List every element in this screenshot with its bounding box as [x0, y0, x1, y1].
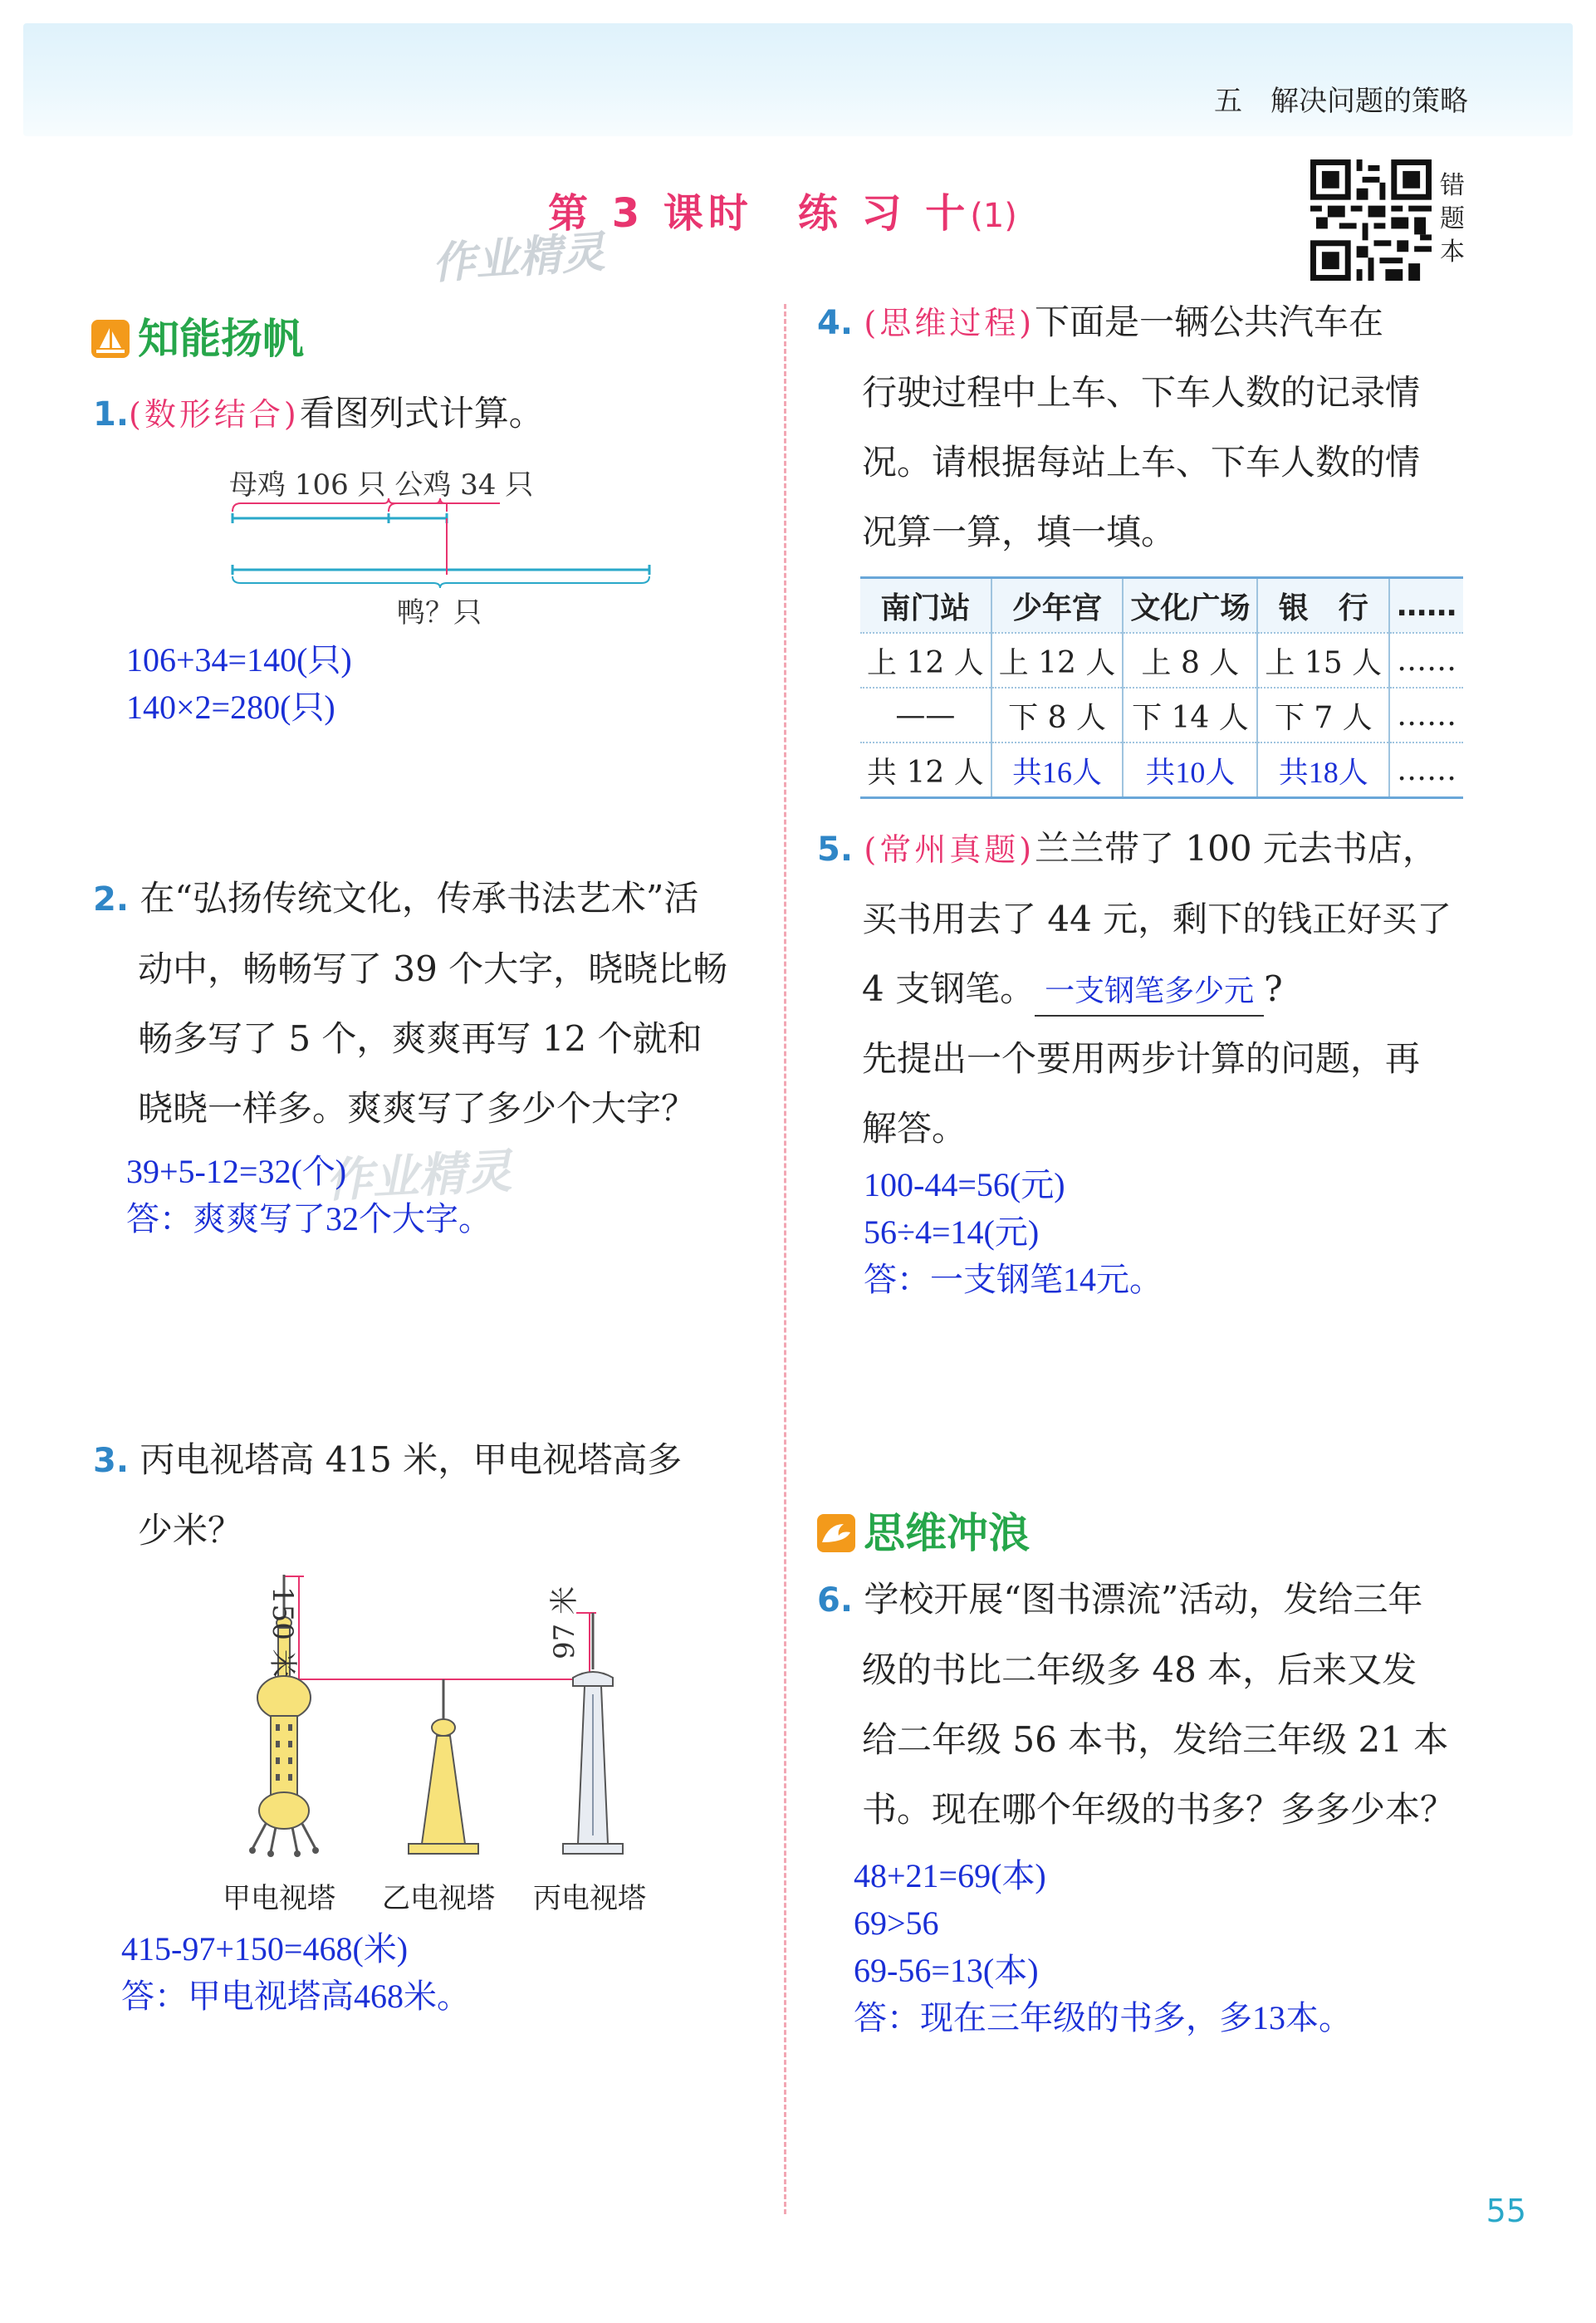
table-cell: …… [1389, 633, 1463, 688]
q5-blank-answer: 一支钢笔多少元 [1045, 974, 1255, 1008]
q6-line: 给二年级 56 本书，发给三年级 21 本 [862, 1719, 1449, 1760]
q3-number: 3. [93, 1442, 130, 1480]
q2-stem [93, 864, 749, 1144]
answer-line: 140×2=280(只) [126, 689, 335, 726]
q1-text: 看图列式计算。 [299, 393, 544, 434]
qr-label [1440, 169, 1470, 269]
section-heading-1 [91, 306, 304, 365]
qr-label-char: 本 [1440, 238, 1465, 267]
table-cell-answer: 共18人 [1257, 742, 1389, 798]
q2-line: 动中，畅畅写了 39 个大字，晓晓比畅 [138, 948, 728, 989]
answer-line: 39+5-12=32(个) [126, 1153, 347, 1190]
q5-line: 买书用去了 44 元，剩下的钱正好买了 [862, 899, 1452, 939]
q5-line: 4 支钢笔。 [862, 968, 1035, 1009]
table-cell: 共 12 人 [860, 742, 991, 798]
q5-line: 兰兰带了 100 元去书店， [1035, 828, 1437, 869]
table-row [860, 742, 1463, 798]
q6-line: 书。现在哪个年级的书多？多多少本？ [862, 1789, 1456, 1830]
q5-tag: (常州真题) [864, 831, 1035, 868]
q4-line: 行驶过程中上车、下车人数的记录情 [862, 372, 1421, 413]
section-heading-2 [817, 1500, 1030, 1560]
q4-stem [817, 287, 1498, 567]
q1-tag: (数形结合) [129, 396, 300, 433]
q4-number: 4. [817, 304, 854, 342]
table-cell: 下 8 人 [991, 688, 1124, 742]
watermark: 作业精灵 [430, 227, 607, 290]
q2-line: 畅多写了 5 个，爽爽再写 12 个就和 [138, 1018, 703, 1059]
table-cell: —— [860, 688, 991, 742]
tower-yi [409, 1679, 478, 1854]
q3-answer [121, 1925, 470, 2020]
tower-label-jia: 甲电视塔 [223, 1882, 335, 1915]
answer-line: 48+21=69(本) [854, 1857, 1046, 1894]
q1-answer [126, 636, 352, 731]
table-cell: 上 8 人 [1123, 633, 1257, 688]
table-cell: 文化广场 [1123, 578, 1257, 634]
tower-label-yi: 乙电视塔 [382, 1882, 495, 1915]
chapter-title: 五 解决问题的策略 [1214, 85, 1468, 118]
q2-number: 2. [93, 880, 130, 919]
answer-line: 答：爽爽写了32个大字。 [126, 1200, 492, 1237]
tower-label-bing: 丙电视塔 [533, 1882, 646, 1915]
table-row [860, 633, 1463, 688]
wave-icon [817, 1514, 855, 1552]
table-cell: 南门站 [860, 578, 991, 634]
q3-line: 少米？ [138, 1510, 243, 1551]
q5-answer [864, 1161, 1163, 1303]
q6-line: 级的书比二年级多 48 本，后来又发 [862, 1649, 1417, 1690]
lesson-title [548, 181, 1017, 238]
section-title-1: 知能扬帆 [138, 315, 304, 363]
q4-line: 况算一算，填一填。 [862, 512, 1177, 552]
q1-diagram-bottom-label: 鸭？只 [397, 596, 482, 630]
q4-line: 况。请根据每站上车、下车人数的情 [862, 442, 1421, 483]
q3-line: 丙电视塔高 415 米，甲电视塔高多 [140, 1439, 683, 1480]
q2-line: 在“弘扬传统文化，传承书法艺术”活 [140, 878, 699, 919]
answer-line: 答：甲电视塔高468米。 [121, 1977, 470, 2015]
table-cell: 下 14 人 [1123, 688, 1257, 742]
sail-icon [91, 320, 130, 358]
q6-answer [854, 1852, 1352, 2041]
q6-number: 6. [817, 1581, 854, 1620]
table-cell: 上 12 人 [860, 633, 991, 688]
table-cell-answer: 共16人 [991, 742, 1124, 798]
table-cell: …… [1389, 688, 1463, 742]
q3-dimension-150: 150 米 [266, 1586, 299, 1678]
table-row [860, 688, 1463, 742]
qr-code-icon[interactable] [1310, 159, 1432, 281]
table-cell: 银 行 [1257, 578, 1389, 634]
table-cell: …… [1389, 742, 1463, 798]
answer-line: 100-44=56(元) [864, 1166, 1065, 1203]
q2-answer [126, 1148, 492, 1242]
answer-line: 106+34=140(只) [126, 641, 352, 679]
qr-label-char: 题 [1440, 204, 1465, 233]
q6-line: 学校开展“图书漂流”活动，发给三年 [864, 1579, 1423, 1620]
q1-number: 1. [93, 395, 130, 434]
q5-blank-end: ? [1264, 968, 1283, 1009]
table-cell-answer: 共10人 [1123, 742, 1257, 798]
q5-line: 先提出一个要用两步计算的问题，再 [862, 1038, 1421, 1079]
q3-stem [93, 1425, 749, 1566]
q2-line: 晓晓一样多。爽爽写了多少个大字？ [138, 1088, 697, 1129]
q1-line-diagram [226, 497, 658, 588]
q5-number: 5. [817, 831, 854, 869]
table-cell: 下 7 人 [1257, 688, 1389, 742]
q6-stem [817, 1565, 1498, 1845]
q1-diagram-top-label: 母鸡 106 只 公鸡 34 只 [229, 468, 534, 502]
q4-record-table [860, 576, 1463, 799]
page-number: 55 [1486, 2193, 1526, 2229]
watermark: 作业精灵 [324, 1144, 513, 1208]
q4-line: 下面是一辆公共汽车在 [1035, 301, 1384, 342]
table-cell: 上 15 人 [1257, 633, 1389, 688]
qr-label-char: 错 [1440, 171, 1465, 200]
lesson-title-sub: (1) [970, 197, 1017, 235]
answer-line: 69-56=13(本) [854, 1952, 1039, 1989]
section-title-2: 思维冲浪 [864, 1509, 1030, 1557]
answer-line: 答：现在三年级的书多，多13本。 [854, 1999, 1352, 2036]
answer-line: 69>56 [854, 1904, 939, 1942]
answer-line: 415-97+150=468(米) [121, 1930, 409, 1968]
table-cell: 上 12 人 [991, 633, 1124, 688]
answer-line: 答：一支钢笔14元。 [864, 1261, 1163, 1298]
table-row [860, 578, 1463, 634]
q3-dimension-97: 97 米 [548, 1585, 581, 1659]
answer-line: 56÷4=14(元) [864, 1213, 1040, 1251]
q5-stem [817, 814, 1498, 1164]
table-cell: …… [1389, 578, 1463, 634]
q5-line: 解答。 [862, 1108, 967, 1149]
lesson-title-main: 第 3 课时 练 习 十 [548, 190, 971, 237]
q5-blank [1035, 966, 1264, 1017]
table-cell: 少年宫 [991, 578, 1124, 634]
q4-tag: (思维过程) [864, 305, 1035, 341]
column-divider [784, 304, 786, 2214]
q1-stem [93, 379, 544, 449]
